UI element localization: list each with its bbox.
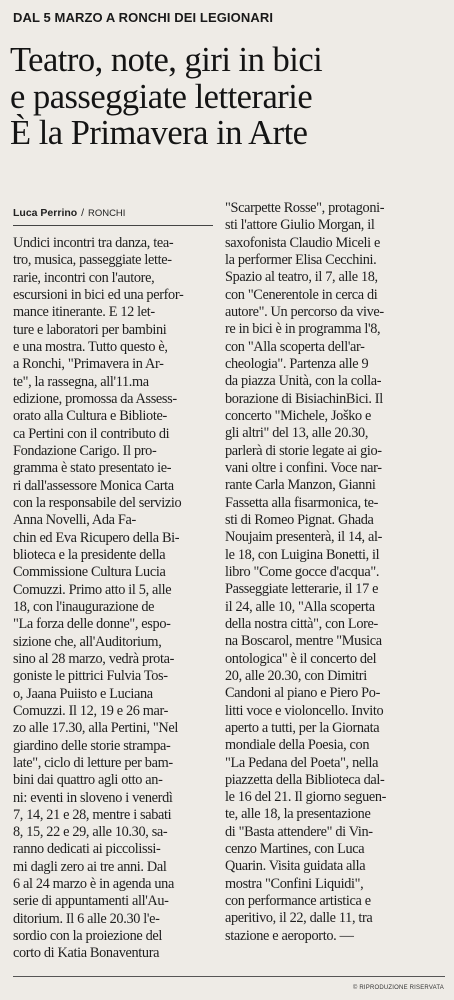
body-text-line: 20, alle 20.30, con Dimitri (225, 667, 367, 684)
body-text-line: ditorium. Il 6 alle 20.30 l'e- (13, 910, 160, 927)
body-text-line: mostra "Confini Liquidi", (225, 875, 364, 892)
body-text-line: e una mostra. Tutto questo è, (13, 338, 168, 355)
body-text-line: orato alla Cultura e Bibliote- (13, 408, 167, 425)
body-text-line: chin ed Eva Ricupero della Bi- (13, 529, 180, 546)
body-text-line: libro "Come gocce d'acqua". (225, 563, 380, 580)
body-text-line: Fondazione Carigo. Il pro- (13, 442, 157, 459)
body-text-line: gli altri" del 13, alle 20.30, (225, 425, 369, 442)
body-text-line: edizione, promossa da Assess- (13, 390, 177, 407)
body-text-line: parlerà di storie legate ai gio- (225, 442, 382, 459)
body-text-line: della nostra città", con Lore- (225, 615, 378, 632)
body-text-line: mi dagli zero ai tre anni. Dal (13, 858, 167, 875)
byline (13, 207, 213, 219)
body-text-line: Undici incontri tra danza, tea- (13, 235, 174, 251)
body-text-line: "La forza delle donne", espo- (13, 616, 171, 633)
body-text-line: 18, con l'inaugurazione de (13, 598, 155, 615)
body-text-line: di "Basta attendere" di Vin- (225, 823, 373, 840)
body-text-line: ture e laboratori per bambini (13, 321, 167, 338)
body-text-line: Commissione Cultura Lucia (13, 564, 166, 581)
byline-rule (13, 225, 213, 226)
body-text-line: escursioni in bici ed una perfor- (13, 286, 184, 303)
body-text-line: sino al 28 marzo, vedrà prota- (13, 650, 175, 667)
byline-location: RONCHI (87, 208, 126, 219)
body-text-line: corto di Katia Bonaventura (13, 945, 160, 962)
body-text-line: goniste le pittrici Fulvia Tos- (13, 668, 168, 685)
body-text-line: con la responsabile del servizio (13, 494, 182, 511)
body-text-line: Comuzzi. Il 12, 19 e 26 mar- (13, 702, 169, 719)
body-text-line: serie di appuntamenti all'Au- (13, 893, 169, 910)
body-text-line: 6 al 24 marzo è in agenda una (13, 876, 174, 893)
headline-line: e passeggiate letterarie (10, 77, 313, 116)
body-text-line: aperitivo, il 22, dalle 11, tra (225, 910, 373, 927)
body-text-line: Noujaim presenterà, il 14, al- (225, 529, 383, 546)
body-text-line: ontologica" è il concerto del (225, 650, 377, 667)
body-text-line: "Scarpette Rosse", protagoni- (225, 200, 385, 216)
body-text-line: gramma è stato presentato ie- (13, 460, 172, 477)
body-text-line: concerto "Michele, Joško e (225, 407, 372, 424)
body-text-line: tro, musica, passeggiate lette- (13, 252, 172, 269)
body-text-line: bini dai quattro agli otto an- (13, 772, 163, 789)
body-text-line: saxofonista Claudio Miceli e (225, 234, 380, 251)
body-text-line: aperto a tutti, per la Giornata (225, 719, 380, 736)
headline-line: Teatro, note, giri in bici (10, 41, 323, 79)
body-text-line: borazione di BisiachinBici. Il (225, 390, 383, 407)
byline-author: Luca Perrino (13, 207, 78, 219)
body-text-line: ranno dedicati ai piccolissi- (13, 841, 161, 858)
body-text-line: ca Pertini con il contributo di (13, 425, 170, 442)
body-text-line: vani oltre i confini. Voce nar- (225, 459, 382, 476)
body-text-line: 7, 14, 21 e 28, mentre i sabati (13, 806, 172, 823)
body-text-line: te, alle 18, la presentazione (225, 806, 371, 823)
body-text-line: Fassetta alla fisarmonica, te- (225, 494, 379, 511)
body-text-line: "La Pedana del Poeta", nella (225, 754, 379, 771)
article-bottom-rule (13, 976, 445, 977)
body-text-line: con performance artistica e (225, 893, 371, 910)
body-text-line: sizione che, all'Auditorium, (13, 633, 162, 650)
article-column-2 (225, 200, 445, 945)
body-text-line: cheologia". Partenza alle 9 (225, 355, 369, 372)
body-text-line: sti l'attore Giulio Morgan, il (225, 217, 375, 234)
body-text-line: Spazio al teatro, il 7, alle 18, (225, 269, 378, 286)
body-text-line: a Ronchi, "Primavera in Ar- (13, 356, 164, 373)
body-text-line: la performer Elisa Cecchini. (225, 251, 377, 268)
body-text-line: mondiale della Poesia, con (225, 737, 370, 754)
body-text-line: da piazza Unità, con la colla- (225, 373, 382, 390)
body-text-line: sordio con la proiezione del (13, 928, 163, 945)
body-text-line: 8, 15, 22 e 29, alle 10.30, sa- (13, 824, 168, 841)
body-text-line: rarie, incontri con l'autore, (13, 269, 155, 286)
article-kicker: DAL 5 MARZO A RONCHI DEI LEGIONARI (13, 10, 274, 25)
copyright-notice: © RIPRODUZIONE RISERVATA (352, 985, 444, 991)
body-text-line: na Boscarol, mentre "Musica (225, 633, 382, 650)
body-text-line: stazione e aeroporto. — (225, 927, 354, 944)
body-text-line: giardino delle storie strampa- (13, 737, 171, 754)
body-text-line: Passeggiate letterarie, il 17 e (225, 581, 379, 598)
byline-separator: / (78, 207, 87, 219)
body-text-line: le 18, con Luigina Bonetti, il (225, 546, 380, 563)
body-text-line: Anna Novelli, Ada Fa- (13, 512, 136, 529)
body-text-line: blioteca e la presidente della (13, 546, 166, 563)
body-text-line: cenzo Martines, con Luca (225, 841, 365, 858)
body-text-line: rante Carla Manzon, Gianni (225, 477, 376, 494)
body-text-line: con "Alla scoperta dell'ar- (225, 338, 365, 355)
body-text-line: o, Jaana Puiisto e Luciana (13, 685, 153, 702)
body-text-line: ri dall'assessore Monica Carta (13, 477, 174, 494)
body-text-line: litti voce e violoncello. Invito (225, 702, 384, 719)
body-text-line: Candoni al piano e Piero Po- (225, 685, 380, 702)
article-column-1 (13, 235, 215, 963)
body-text-line: piazzetta della Biblioteca dal- (225, 771, 385, 788)
body-text-line: late", ciclo di letture per bam- (13, 754, 173, 771)
body-text-line: re in bici è in programma l'8, (225, 321, 381, 338)
body-text-line: Comuzzi. Primo atto il 5, alle (13, 581, 172, 598)
body-text-line: zo alle 17.30, alla Pertini, "Nel (13, 720, 179, 737)
body-text-line: il 24, alle 10, "Alla scoperta (225, 598, 375, 615)
body-text-line: Quarin. Visita guidata alla (225, 858, 366, 875)
article-headline (10, 42, 450, 152)
body-text-line: ni: eventi in sloveno i venerdì (13, 789, 173, 806)
body-text-line: autore". Un percorso da vive- (225, 303, 384, 320)
body-text-line: te", la rassegna, all'11.ma (13, 373, 149, 390)
body-text-line: mance itinerante. E 12 let- (13, 304, 155, 321)
body-text-line: sti di Romeo Pignat. Ghada (225, 511, 374, 528)
body-text-line: con "Cenerentole in cerca di (225, 286, 378, 303)
body-text-line: le 16 del 21. Il giorno seguen- (225, 789, 387, 806)
headline-line: È la Primavera in Arte (10, 114, 308, 152)
